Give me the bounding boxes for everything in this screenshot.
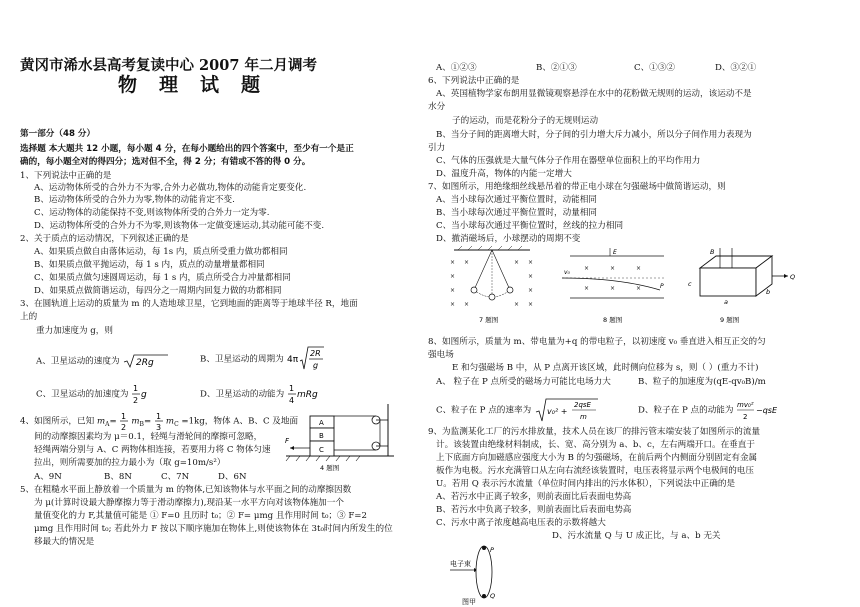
q2-stem: 2、关于质点的运动情况，下列叙述正确的是 (20, 234, 189, 244)
svg-text:1: 1 (133, 384, 139, 393)
right-column (428, 0, 860, 607)
svg-text:g: g (141, 390, 147, 400)
electron-beam-figure (448, 540, 528, 606)
q6-line-7: D、温度升高，物体的内能一定增大 (436, 169, 572, 179)
q6-line-6: C、气体的压强就是大量气体分子作用在器壁单位面积上的平均作用力 (436, 156, 701, 166)
q4-stem: 4、如图所示，已知 $m_A=$ 1 2 $m_B=$ 1 3 $m_C =1kg$，物体 A、B、C 及地面 (20, 412, 299, 432)
svg-text:B: B (319, 432, 324, 440)
q9-line-2: 计。该装置由绝缘材料制成，长、宽、高分别为 a、b、c，左右两端开口。在垂直于 (436, 440, 755, 450)
q2-option-b: B、如果质点做平抛运动，每 1 s 内，质点的动量增量都相同 (34, 260, 265, 270)
q2-option-d: D、如果质点做简谐运动，每四分之一周期内回复力做的功都相同 (34, 286, 282, 296)
svg-text:×: × (528, 259, 534, 266)
svg-text:×: × (610, 285, 616, 292)
formula-sqrt-2rg (122, 353, 170, 369)
svg-text:×: × (514, 259, 520, 266)
q6-line-2: 水分 (428, 102, 446, 112)
q9-option-b: B、若污水中负离子较多，则前表面比后表面电势高 (436, 505, 632, 515)
svg-text:B: B (710, 248, 715, 256)
q7-stem: 7、如图所示，用绝缘细丝线悬吊着的带正电小球在匀强磁场中做简谐运动，则 (428, 182, 726, 192)
formula-kinetic (736, 397, 786, 423)
svg-text:A: A (319, 419, 324, 427)
exam-subtitle: 物理试题 (118, 74, 283, 96)
q4-choice-c: C、7N (161, 472, 190, 482)
q9-caption: 9 题图 (720, 316, 740, 324)
svg-text:P: P (490, 546, 494, 554)
svg-text:−qsE: −qsE (756, 406, 778, 415)
q9-option-c: C、污水中离子浓度越高电压表的示数将越大 (436, 518, 606, 528)
q7-option-a: A、当小球每次通过平衡位置时，动能相同 (436, 195, 597, 205)
q2-option-c: C、如果质点做匀速圆周运动，每 1 s 内，质点所受合力冲量都相同 (34, 273, 291, 283)
intro-line-1: 选择题 本大题共 12 小题，每小题 4 分，在每小题给出的四个答案中，至少有一个是正 (20, 144, 354, 154)
q8-line-2: 强电场 (428, 350, 454, 360)
q5-line-1: 5、在粗糙水平面上静放着一个质量为 m 的物体,已知该物体与水平面之间的动摩擦因数 (20, 485, 352, 495)
q5-line-3: 量值变化的力 F,其量值可能是 ① F=0 且历时 t₀；② F= μmg 且作用时间 t₀；③ F=2 (34, 511, 367, 521)
svg-text:a: a (724, 298, 728, 306)
q3-option-d: D、卫星运动的动能为 1 4 mRg (200, 382, 323, 406)
q9-line-4: 板作为电极。污水充满管口从左向右流经该装置时，电压表将显示两个电极间的电压 (436, 466, 754, 476)
q5-line-5: 移最大的情况是 (34, 537, 95, 547)
svg-text:2R: 2R (310, 349, 322, 358)
q6-stem: 6、下列说法中正确的是 (428, 76, 520, 86)
q6-line-4: B、当分子间的距离增大时，分子间的引力增大斥力减小，所以分子间作用力表现为 (436, 130, 752, 140)
q7-option-c: C、当小球每次通过平衡位置时，丝线的拉力相同 (436, 221, 624, 231)
svg-text:×: × (450, 259, 456, 266)
q3-stem-line-3: 重力加速度为 g，则 (36, 326, 113, 336)
intro-line-2: 确的，每小题全对的得四分；选对但不全，得 2 分；有错或不答的得 0 分。 (20, 157, 311, 167)
formula-half-g (131, 382, 149, 406)
q4-line-2: 轻绳两端分别与 A、C 两物体相连接，若要用力将 C 物体匀速 (34, 445, 271, 455)
q4-line-3: 拉出，则所需要加的拉力最小为（取 g=10m/s²） (34, 458, 226, 468)
q6-line-3: 子的运动，而是花粉分子的无规则运动 (452, 116, 599, 126)
svg-text:×: × (464, 301, 470, 308)
svg-text:v₀: v₀ (564, 269, 570, 276)
q6-line-1: A、英国植物学家布朗用显微镜观察悬浮在水中的花粉做无规则的运动，该运动不是 (436, 89, 752, 99)
q5-choice-d: D、③②① (715, 63, 757, 73)
q5-line-4: μmg 且作用时间 t₀; 若此外力 F 按以下顺序施加在物体上,则使该物体在 3t₀时间内所发生的位 (34, 524, 393, 534)
q8-option-b: B、粒子的加速度为(qE-qv₀B)/m (638, 377, 766, 387)
svg-text:图甲: 图甲 (462, 598, 476, 606)
q6-line-5: 引力 (428, 143, 446, 153)
q4-choice-d: D、6N (218, 472, 247, 482)
q8-caption: 8 题图 (603, 316, 623, 324)
q9-line-3: 上下底面方向加磁感应强度大小为 B 的匀强磁场，在前后两个内侧面分别固定有金属 (436, 453, 758, 463)
svg-text:3: 3 (155, 423, 161, 432)
q3-option-a: A、卫星运动的速度为 2Rg (36, 353, 170, 369)
svg-text:2: 2 (121, 423, 127, 432)
q8-option-d: D、粒子在 P 点的动能为 mv₀² 2 −qsE (638, 397, 786, 423)
q8-line-1: 8、如图所示，质量为 m、带电量为+q 的带电粒子，以初速度 v₀ 垂直进入相互正交的匀 (428, 337, 766, 347)
q5-choice-c: C、①③② (634, 63, 675, 73)
q4-line-1: 间的动摩擦因素均为 μ＝0.1，轻绳与滑轮间的摩擦可忽略， (34, 432, 263, 442)
q5-choice-b: B、②①③ (536, 63, 577, 73)
svg-text:b: b (766, 288, 771, 296)
q1-option-c: C、运动物体的动能保持不变,则该物体所受的合外力一定为零. (34, 208, 270, 218)
q3-option-b: B、卫星运动的周期为 4π 2R g (200, 345, 326, 373)
svg-text:×: × (636, 285, 642, 292)
q8-line-3: E 和匀强磁场 B 中，从 P 点离开该区域，此时侧向位移为 s，则（ ）(重力不计) (452, 363, 759, 373)
svg-text:1: 1 (155, 412, 161, 421)
q1-stem: 1、下列说法中正确的是 (20, 171, 112, 181)
q7-caption: 7 题图 (479, 316, 499, 324)
q9-line-1: 9、为监测某化工厂的污水排放量，技术人员在该厂的排污管末端安装了如图所示的流量 (428, 427, 761, 437)
svg-text:4: 4 (288, 396, 295, 405)
q1-option-a: A、运动物体所受的合外力不为零,合外力必做功,物体的动能肯定要变化. (34, 183, 307, 193)
q5-line-2: 为 μ(计算时设最大静摩擦力等于滑动摩擦力),现沿某一水平方向对该物体施加一个 (34, 498, 344, 508)
q7-option-b: B、当小球每次通过平衡位置时，动量相同 (436, 208, 598, 218)
svg-text:E: E (613, 249, 617, 256)
svg-text:C: C (319, 446, 324, 454)
q9-option-a: A、若污水中正离子较多，则前表面比后表面电势高 (436, 492, 632, 502)
svg-text:Q: Q (790, 273, 796, 281)
svg-text:×: × (450, 273, 456, 280)
q4-choice-b: B、8N (104, 472, 132, 482)
q4-figure (280, 400, 400, 474)
svg-text:1: 1 (121, 412, 127, 421)
q9-option-d: D、污水流量 Q 与 U 成正比，与 a、b 无关 (552, 531, 721, 541)
svg-text:2qsE: 2qsE (573, 401, 591, 409)
q4-choice-a: A、9N (34, 472, 62, 482)
q3-stem-line-2: 上的 (20, 312, 38, 322)
svg-text:×: × (528, 301, 534, 308)
svg-text:×: × (450, 287, 456, 294)
q2-option-a: A、如果质点做自由落体运动，每 1s 内，质点所受重力做功都相同 (34, 247, 288, 257)
formula-speed (534, 397, 600, 423)
svg-text:mRg: mRg (296, 390, 318, 400)
svg-text:2: 2 (743, 413, 748, 421)
svg-text:v₀² +: v₀² + (546, 407, 568, 416)
svg-text:×: × (610, 265, 616, 272)
q1-option-d: D、运动物体所受的合外力不为零,则该物体一定做变速运动,其动能可能不变. (34, 221, 325, 231)
svg-text:1: 1 (288, 384, 295, 393)
q9-line-5: U。若用 Q 表示污水流量（单位时间内排出的污水体积），下列说法中正确的是 (436, 479, 736, 489)
svg-text:×: × (636, 265, 642, 272)
svg-text:c: c (688, 280, 692, 288)
left-column (0, 0, 425, 607)
svg-text:×: × (584, 285, 590, 292)
svg-text:×: × (514, 301, 520, 308)
svg-text:×: × (528, 273, 534, 280)
svg-text:×: × (584, 265, 590, 272)
svg-text:×: × (528, 287, 534, 294)
svg-text:mv₀²: mv₀² (737, 401, 754, 409)
svg-text:P: P (660, 283, 664, 290)
q3-option-c: C、卫星运动的加速度为 1 2 g (36, 382, 149, 406)
q3-stem-line-1: 3、在圆轨道上运动的质量为 m 的人造地球卫星，它到地面的距离等于地球半径 R，地面 (20, 299, 358, 309)
q8-option-c: C、粒子在 P 点的速率为 v₀² + 2qsE m (436, 397, 600, 423)
svg-text:2: 2 (133, 396, 139, 405)
svg-text:×: × (450, 301, 456, 308)
svg-text:Q: Q (490, 592, 496, 600)
q8-option-a: A、 粒子在 P 点所受的磁场力可能比电场力大 (436, 377, 611, 387)
q1-option-b: B、运动物体所受的合外力为零,物体的动能肯定不变. (34, 195, 235, 205)
svg-text:2Rg: 2Rg (136, 358, 154, 368)
q7-option-d: D、撤消磁场后，小球摆动的周期不变 (436, 234, 581, 244)
q9-figure (680, 246, 800, 326)
svg-text:m: m (579, 413, 587, 421)
svg-text:F: F (285, 437, 290, 445)
svg-text:g: g (313, 361, 319, 370)
svg-text:×: × (464, 259, 470, 266)
part-heading: 第一部分（48 分） (20, 129, 96, 139)
q8-figure (560, 246, 670, 326)
svg-text:4π: 4π (287, 355, 299, 365)
q5-choice-a: A、①②③ (436, 63, 477, 73)
q7-figure (434, 246, 544, 326)
formula-period (286, 345, 326, 373)
q4-caption: 4 题图 (320, 464, 340, 472)
svg-text:电子束: 电子束 (450, 560, 471, 568)
exam-title: 黄冈市浠水县高考复读中心 2007 年二月调考 (20, 57, 317, 74)
